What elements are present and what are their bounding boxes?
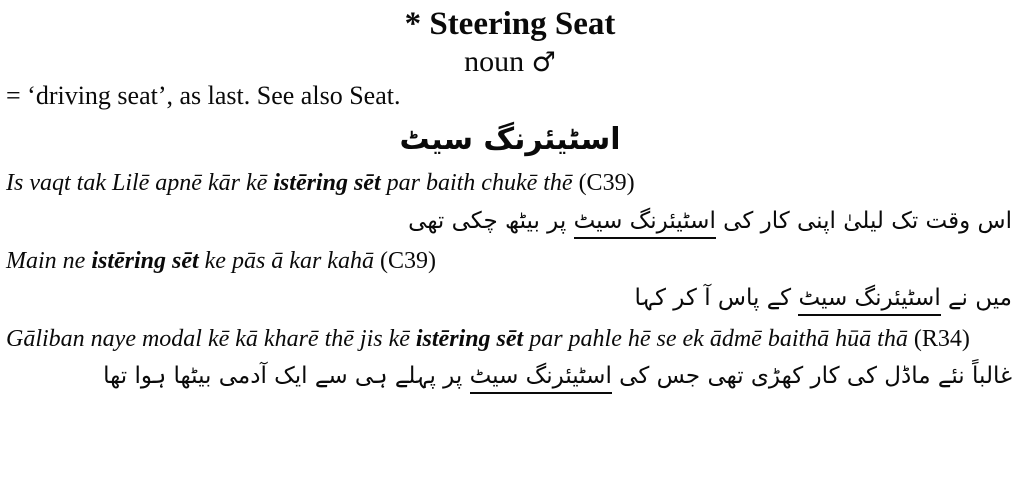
example-text: par baith chukē thē [380,170,579,197]
entry-title: * Steering Seat [404,6,616,42]
example-urdu-line [6,201,1012,241]
example-urdu-line [6,278,1012,318]
example-roman-line [6,323,1014,355]
example-text: ke pās ā kar kahā [198,247,380,274]
urdu-text: کے پاس آ کر کہا [634,285,799,312]
citation-ref: (R34) [913,325,970,352]
example-text: Gāliban naye modal kē kā kharē thē jis kē [6,325,416,352]
urdu-headword: اسٹیئرنگ سیٹ [399,121,621,157]
example-text: par pahle hē se ek ādmē baithā hūā thā [523,325,914,352]
urdu-text: میں نے [940,285,1012,312]
urdu-headword-underlined: اسٹیئرنگ سیٹ [574,208,716,239]
example-urdu-line [6,356,1012,396]
part-of-speech-line [6,45,1014,78]
urdu-headword-underlined: اسٹیئرنگ سیٹ [798,285,940,316]
example-roman-line [6,167,1014,199]
citation-ref: (C39) [379,247,436,274]
example-text: Is vaqt tak Lilē apnē kār kē [6,170,274,197]
urdu-text: غالباً نئے ماڈل کی کار کھڑی تھی جس کی [611,363,1012,390]
part-of-speech-label: noun [464,44,525,78]
urdu-text: اس وقت تک لیلیٰ اپنی کار کی [715,207,1012,234]
example-text: Main ne [6,247,92,274]
citation-ref: (C39) [578,170,635,197]
male-sign-icon: ♂ [531,46,556,78]
definition-text: = ‘driving seat’, as last. See also Seat. [6,80,401,110]
example-roman-line [6,245,1014,277]
example-headword-bold: istēring sēt [91,247,199,274]
urdu-text: پر بیٹھ چکی تھی [408,207,574,234]
urdu-text: پر پہلے ہی سے ایک آدمی بیٹھا ہوا تھا [103,363,470,390]
example-headword-bold: istēring sēt [273,170,381,197]
example-headword-bold: istēring sēt [415,325,524,352]
urdu-headword-underlined: اسٹیئرنگ سیٹ [470,363,612,394]
